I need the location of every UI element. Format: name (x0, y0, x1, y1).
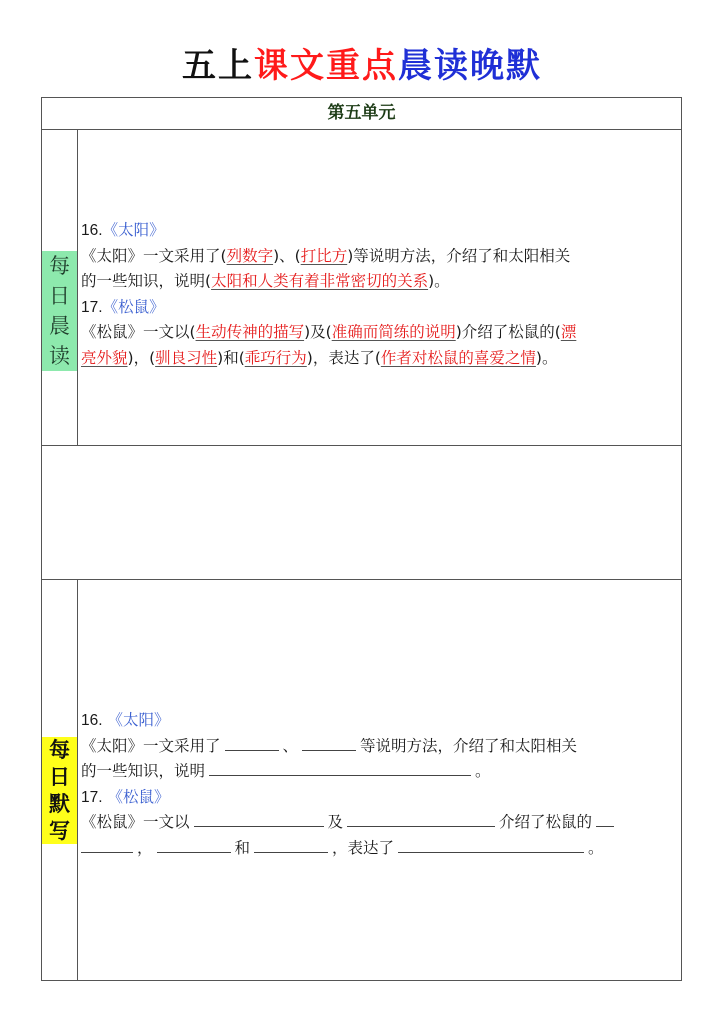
answer: 驯良习性 (155, 348, 218, 367)
worksheet-table (41, 97, 682, 981)
fill-blank[interactable] (225, 736, 279, 751)
unit-header: 第五单元 (327, 103, 396, 123)
dictation-17-heading: 17. 《松鼠》 (81, 787, 170, 806)
item-16-line-1: 《太阳》一文采用了(列数字)、(打比方)等说明方法，介绍了和太阳相关 (81, 246, 571, 265)
fill-blank[interactable] (254, 838, 328, 853)
answer: 漂 (560, 323, 577, 341)
answer: 打比方 (300, 246, 348, 265)
morning-label-column (42, 130, 78, 445)
blank-row (42, 446, 681, 580)
morning-content (81, 218, 673, 371)
item-17-line-2: 亮外貌)，(驯良习性)和(乖巧行为)，表达了(作者对松鼠的喜爱之情)。 (81, 348, 558, 367)
answer: 列数字 (226, 246, 274, 265)
title-part-reading: 晨读晚默 (398, 46, 542, 86)
item-17-line-1: 《松鼠》一文以(生动传神的描写)及(准确而简练的说明)介绍了松鼠的(漂 (81, 323, 577, 341)
morning-label: 每 日 晨 读 (49, 254, 70, 368)
book-title: 《松鼠》 (102, 297, 165, 316)
fill-blank[interactable] (194, 812, 324, 827)
book-title: 《太阳》 (107, 711, 170, 729)
fill-blank[interactable] (81, 838, 133, 853)
book-title: 《松鼠》 (107, 787, 170, 806)
answer: 乖巧行为 (244, 348, 307, 367)
item-17-heading: 17.《松鼠》 (81, 297, 165, 316)
evening-label-column (42, 580, 78, 981)
evening-label: 每 日 默 写 (49, 737, 70, 843)
answer: 准确而简练的说明 (331, 323, 456, 341)
fill-blank[interactable] (347, 812, 495, 827)
dictation-16-line-1: 《太阳》一文采用了 、 等说明方法，介绍了和太阳相关 (81, 736, 578, 755)
fill-blank[interactable] (302, 736, 356, 751)
answer: 亮外貌 (81, 348, 128, 367)
title-part-key-points: 课文重点 (254, 46, 398, 86)
title-part-grade: 五上 (182, 46, 254, 86)
fill-blank[interactable] (209, 761, 471, 776)
evening-content (81, 708, 673, 861)
book-title: 《太阳》 (102, 221, 165, 239)
answer: 太阳和人类有着非常密切的关系 (211, 272, 429, 290)
dictation-17-line-2: ， 和 ，表达了 。 (81, 836, 673, 862)
fill-blank[interactable] (398, 838, 584, 853)
morning-reading-section (42, 130, 681, 446)
dictation-16-heading: 16. 《太阳》 (81, 711, 170, 729)
fill-blank[interactable] (157, 838, 231, 853)
fill-blank[interactable] (596, 812, 614, 827)
answer: 生动传神的描写 (195, 323, 305, 341)
dictation-17-line-1: 《松鼠》一文以 及 介绍了松鼠的 (81, 810, 673, 836)
item-16-line-2: 的一些知识，说明(太阳和人类有着非常密切的关系)。 (81, 272, 450, 290)
evening-dictation-section (42, 580, 681, 981)
answer: 作者对松鼠的喜爱之情 (380, 348, 536, 367)
dictation-16-line-2: 的一些知识，说明 。 (81, 762, 491, 780)
unit-header-row (42, 98, 681, 130)
page-title (0, 38, 724, 87)
item-16-heading: 16.《太阳》 (81, 221, 165, 239)
